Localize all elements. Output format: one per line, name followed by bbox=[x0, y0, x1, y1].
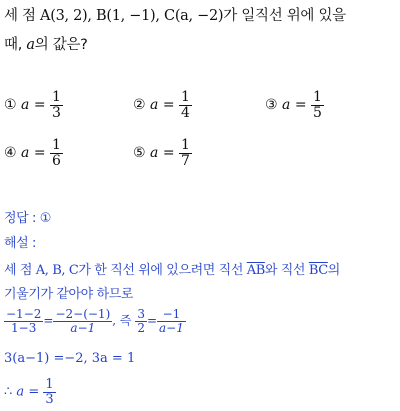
choice-variable: a bbox=[21, 145, 30, 162]
slope-ab-fraction bbox=[4, 308, 43, 334]
denominator: 3 bbox=[52, 104, 61, 121]
numerator: 1 bbox=[45, 377, 54, 392]
question-line-1 bbox=[4, 4, 346, 25]
choice-equals: = bbox=[294, 97, 307, 114]
question-points: A(3, 2), B(1, −1), C(a, −2) bbox=[40, 8, 224, 24]
numerator: 1 bbox=[52, 89, 61, 105]
choice-equals: = bbox=[162, 145, 175, 162]
choice-variable: a bbox=[150, 97, 159, 114]
denominator: a−1 bbox=[70, 320, 96, 335]
choice-1[interactable] bbox=[4, 90, 63, 120]
choice-variable: a bbox=[150, 145, 159, 162]
choice-mark: ⑤ bbox=[133, 145, 146, 162]
explanation-line-1 bbox=[4, 259, 340, 278]
line-bc: $\overline{BC}$ bbox=[308, 263, 328, 278]
choice-2[interactable] bbox=[133, 90, 192, 120]
choice-mark: ③ bbox=[265, 97, 278, 114]
denominator: 7 bbox=[181, 152, 190, 169]
choice-mark: ② bbox=[133, 97, 146, 114]
explanation-line-2: 기울기가 같아야 하므로 bbox=[4, 287, 134, 302]
numerator: 1 bbox=[52, 137, 61, 153]
explanation-suffix: 의 bbox=[327, 263, 340, 278]
denominator: 4 bbox=[181, 104, 190, 121]
slope-c-fraction bbox=[157, 308, 186, 334]
denominator: 6 bbox=[52, 152, 61, 169]
choice-fraction bbox=[179, 90, 192, 120]
choice-mark: ④ bbox=[4, 145, 17, 162]
choice-equals: = bbox=[162, 97, 175, 114]
equation-2: 3(a−1) =−2, 3a = 1 bbox=[4, 351, 136, 366]
choice-variable: a bbox=[282, 97, 291, 114]
explanation-points: A, B, C bbox=[35, 263, 79, 278]
numerator: 1 bbox=[313, 89, 322, 105]
denominator: 1−3 bbox=[11, 320, 37, 335]
question-suffix: 가 일직선 위에 있을 bbox=[223, 8, 346, 24]
slope-simplified-fraction bbox=[135, 308, 147, 334]
conclusion-fraction bbox=[43, 378, 55, 406]
numerator: −2−(−1) bbox=[55, 307, 111, 321]
question-line2-prefix: 때, bbox=[4, 37, 23, 53]
denominator: 3 bbox=[45, 391, 54, 407]
answer-line bbox=[4, 207, 51, 226]
explanation-prefix: 세 점 bbox=[4, 263, 33, 278]
answer-value: ① bbox=[39, 211, 52, 226]
answer-label: 정답 : bbox=[4, 211, 37, 226]
explanation-mid: 가 한 직선 위에 있으려면 직선 bbox=[78, 263, 243, 278]
numerator: 3 bbox=[137, 307, 145, 321]
choice-variable: a bbox=[21, 97, 30, 114]
numerator: 1 bbox=[181, 89, 190, 105]
question-line-2 bbox=[4, 33, 88, 54]
numerator: −1 bbox=[157, 308, 186, 322]
numerator: 1 bbox=[181, 137, 190, 153]
question-prefix: 세 점 bbox=[4, 8, 36, 24]
choice-4[interactable] bbox=[4, 138, 63, 168]
denominator: a−1 bbox=[159, 320, 184, 335]
denominator: 2 bbox=[137, 320, 145, 335]
slope-equation bbox=[4, 308, 186, 334]
therefore-symbol: ∴ bbox=[4, 384, 13, 400]
conclusion bbox=[4, 378, 56, 406]
choice-fraction bbox=[50, 90, 63, 120]
separator: , bbox=[112, 313, 117, 328]
choice-mark: ① bbox=[4, 97, 17, 114]
slope-bc-fraction bbox=[53, 308, 112, 334]
denominator: 5 bbox=[313, 104, 322, 121]
equals: = bbox=[28, 384, 40, 400]
numerator: −1−2 bbox=[6, 307, 42, 321]
so-word: 즉 bbox=[119, 313, 132, 328]
choice-5[interactable] bbox=[133, 138, 192, 168]
choice-equals: = bbox=[33, 145, 46, 162]
choice-3[interactable] bbox=[265, 90, 324, 120]
explanation-label: 해설 : bbox=[4, 236, 37, 251]
choice-fraction bbox=[50, 138, 63, 168]
choice-fraction bbox=[179, 138, 192, 168]
conclusion-variable: a bbox=[16, 384, 25, 400]
equals: = bbox=[43, 313, 54, 328]
explanation-mid2: 와 직선 bbox=[264, 263, 306, 278]
choice-equals: = bbox=[33, 97, 46, 114]
question-line2-suffix: 의 값은? bbox=[34, 37, 88, 53]
line-ab: $\overline{AB}$ bbox=[246, 263, 265, 278]
equals: = bbox=[146, 313, 158, 328]
choice-fraction bbox=[311, 90, 324, 120]
question-variable: a bbox=[26, 37, 35, 53]
